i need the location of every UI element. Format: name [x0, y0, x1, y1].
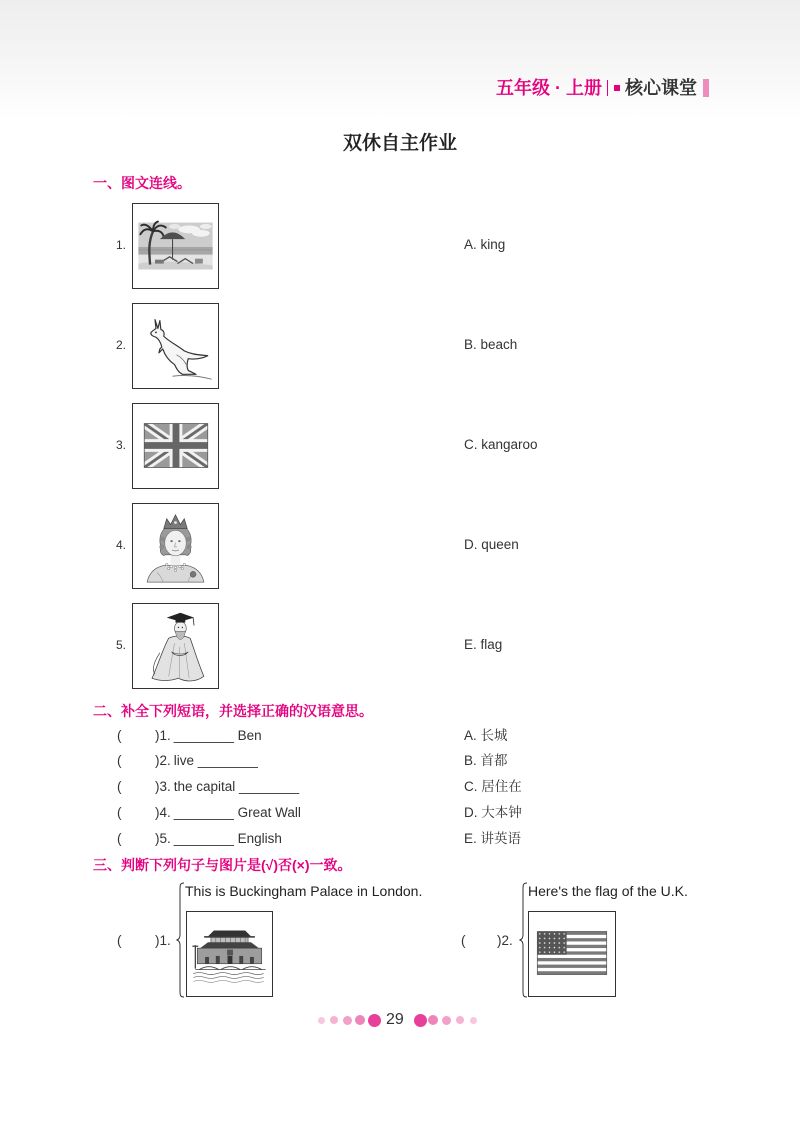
phrase-row [155, 729, 262, 743]
picture-frame [132, 203, 219, 289]
page-dot [470, 1017, 477, 1024]
page-title: 双休自主作业 [342, 133, 457, 154]
gate-bridges [195, 967, 265, 970]
flag-canton [537, 932, 566, 955]
answer-paren-open: ( [117, 805, 122, 820]
option-b: B. beach [464, 337, 518, 352]
option-e: E. flag [464, 637, 503, 652]
queen-crown [164, 515, 187, 529]
page-dot [414, 1014, 427, 1027]
union-jack [144, 424, 207, 468]
phrase-text: ________ English [173, 831, 282, 846]
answer-paren-open: ( [117, 831, 122, 846]
answer-paren-open: ( [117, 753, 122, 768]
left-brace [175, 882, 185, 998]
item-number: 2. [116, 338, 127, 352]
phrase-row [155, 754, 258, 768]
answer-paren-open: ( [117, 933, 122, 948]
header-brand: 核心课堂 [625, 78, 697, 98]
gate-lower-roof [200, 942, 259, 948]
kangaroo-body [151, 320, 208, 375]
picture-frame [186, 911, 273, 997]
item-number: 3. [116, 438, 127, 452]
phrase-number: )2. [155, 753, 171, 768]
option-c: C. kangaroo [464, 437, 538, 452]
phrase-row [155, 806, 301, 820]
meaning-option-e: E. 讲英语 [464, 831, 522, 846]
judgement-number: )1. [155, 933, 171, 948]
scholar-picture [133, 604, 218, 688]
phrase-number: )1. [155, 728, 171, 743]
item-number: 1. [116, 238, 127, 252]
answer-paren-open: ( [117, 779, 122, 794]
phrase-text: ________ Ben [173, 728, 262, 743]
phrase-row [155, 780, 299, 794]
page-dot [456, 1016, 464, 1024]
gate-portrait [227, 950, 233, 956]
option-a: A. king [464, 237, 506, 252]
meaning-option-c: C. 居住在 [464, 779, 522, 794]
page-number: 29 [386, 1011, 404, 1028]
header-square-mark [614, 85, 620, 91]
option-d: D. queen [464, 537, 519, 552]
page-dot [318, 1017, 325, 1024]
page-dot [343, 1016, 352, 1025]
item-number: 4. [116, 538, 127, 552]
answer-paren-open: ( [461, 933, 466, 948]
phrase-text: live ________ [173, 753, 258, 768]
us-flag-picture [529, 912, 615, 996]
queen-face [165, 530, 186, 555]
judgement-sentence: Here's the flag of the U.K. [528, 883, 688, 899]
header-background [0, 0, 800, 120]
gate-water [193, 973, 263, 983]
kangaroo-eye [155, 331, 157, 333]
kangaroo-picture [133, 304, 218, 388]
header-divider [607, 80, 608, 96]
judgement-number: )2. [497, 933, 513, 948]
header-accent-bar [703, 79, 709, 97]
page-dot [330, 1016, 338, 1024]
picture-frame [132, 403, 219, 489]
picture-frame [132, 503, 219, 589]
meaning-option-b: B. 首都 [464, 753, 508, 768]
phrase-text: ________ Great Wall [173, 805, 301, 820]
picture-frame [132, 303, 219, 389]
phrase-number: )5. [155, 831, 171, 846]
gate-upper-roof [204, 931, 255, 937]
phrase-row [155, 832, 282, 846]
meaning-option-a: A. 长城 [464, 728, 508, 743]
meaning-option-d: D. 大本钟 [464, 805, 522, 820]
tiananmen-picture [187, 912, 272, 996]
phrase-number: )4. [155, 805, 171, 820]
uk-flag-picture [133, 404, 218, 488]
answer-paren-open: ( [117, 728, 122, 743]
kangaroo-ground [173, 375, 212, 379]
page-dot [368, 1014, 381, 1027]
beach-picture [133, 204, 218, 288]
queen-brooch [190, 571, 196, 577]
judgement-sentence: This is Buckingham Palace in London. [185, 883, 423, 899]
page-dot [355, 1015, 365, 1025]
item-number: 5. [116, 638, 127, 652]
right-brace [518, 882, 528, 998]
queen-picture [133, 504, 218, 588]
section-1-heading: 一、图文连线。 [93, 175, 191, 191]
section-2-heading: 二、补全下列短语，并选择正确的汉语意思。 [93, 703, 373, 719]
picture-frame [528, 911, 616, 997]
page-dot [442, 1016, 451, 1025]
picture-frame [132, 603, 219, 689]
scholar-robe [152, 636, 204, 681]
phrase-text: the capital ________ [173, 779, 300, 794]
phrase-number: )3. [155, 779, 171, 794]
page-dot [428, 1015, 438, 1025]
section-3-heading: 三、判断下列句子与图片是(√)否(×)一致。 [93, 857, 352, 873]
header-grade: 五年级 · 上册 [496, 78, 602, 98]
